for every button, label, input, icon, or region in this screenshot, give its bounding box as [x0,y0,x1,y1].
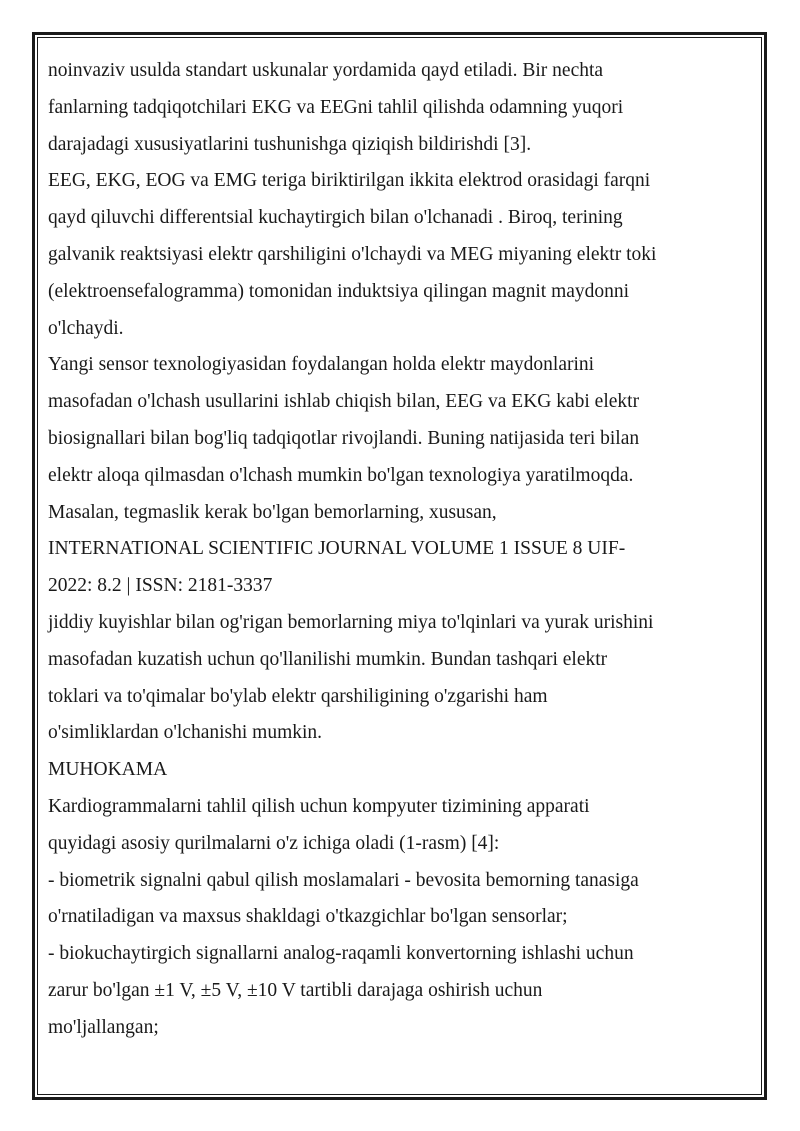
text-line: masofadan kuzatish uchun qo'llanilishi mumkin. Bundan tashqari elektr [48,648,608,670]
text-line: qayd qiluvchi differentsial kuchaytirgich bilan o'lchanadi . Biroq, terining [48,207,623,229]
text-line: Kardiogrammalarni tahlil qilish uchun kompyuter tizimining apparati [48,795,590,817]
text-line: Masalan, tegmaslik kerak bo'lgan bemorlarning, xususan, [48,501,497,523]
text-line: Yangi sensor texnologiyasidan foydalangan holda elektr maydonlarini [48,354,595,376]
text-line: jiddiy kuyishlar bilan og'rigan bemorlarning miya to'lqinlari va yurak urishini [48,611,654,633]
text-line: (elektroensefalogramma) tomonidan induktsiya qilingan magnit maydonni [48,280,630,302]
journal-header-line: INTERNATIONAL SCIENTIFIC JOURNAL VOLUME 1 ISSUE 8 UIF- [48,538,626,560]
text-line: biosignallari bilan bog'liq tadqiqotlar rivojlandi. Buning natijasida teri bilan [48,427,640,449]
text-line: masofadan o'lchash usullarini ishlab chiqish bilan, EEG va EKG kabi elektr [48,391,640,413]
list-item-line: - biokuchaytirgich signallarni analog-raqamli konvertorning ishlashi uchun [48,943,634,965]
text-line: galvanik reaktsiyasi elektr qarshiligini o'lchaydi va MEG miyaning elektr toki [48,243,657,265]
text-line: noinvaziv usulda standart uskunalar yordamida qayd etiladi. Bir nechta [48,60,604,81]
text-line: elektr aloqa qilmasdan o'lchash mumkin bo'lgan texnologiya yaratilmoqda. [48,464,634,486]
text-line: quyidagi asosiy qurilmalarni o'z ichiga oladi (1-rasm) [4]: [48,832,500,854]
list-item-line: zarur bo'lgan ±1 V, ±5 V, ±10 V tartibli darajaga oshirish uchun [48,979,543,1001]
section-heading: MUHOKAMA [48,759,168,781]
list-item-line: - biometrik signalni qabul qilish moslamalari - bevosita bemorning tanasiga [48,869,639,891]
text-line: fanlarning tadqiqotchilari EKG va EEGni tahlil qilishda odamning yuqori [48,96,624,118]
text-line: o'simliklardan o'lchanishi mumkin. [48,722,323,744]
text-line: o'lchaydi. [48,317,124,339]
document-body [48,53,738,1047]
text-line: darajadagi xususiyatlarini tushunishga qiziqish bildirishdi [3]. [48,133,532,155]
journal-header-line: 2022: 8.2 | ISSN: 2181-3337 [48,575,273,597]
text-line: toklari va to'qimalar bo'ylab elektr qarshiligining o'zgarishi ham [48,685,548,707]
list-item-line: o'rnatiladigan va maxsus shakldagi o'tkazgichlar bo'lgan sensorlar; [48,906,568,928]
text-line: EEG, EKG, EOG va EMG teriga biriktirilgan ikkita elektrod orasidagi farqni [48,170,651,192]
list-item-line: mo'ljallangan; [48,1016,159,1038]
